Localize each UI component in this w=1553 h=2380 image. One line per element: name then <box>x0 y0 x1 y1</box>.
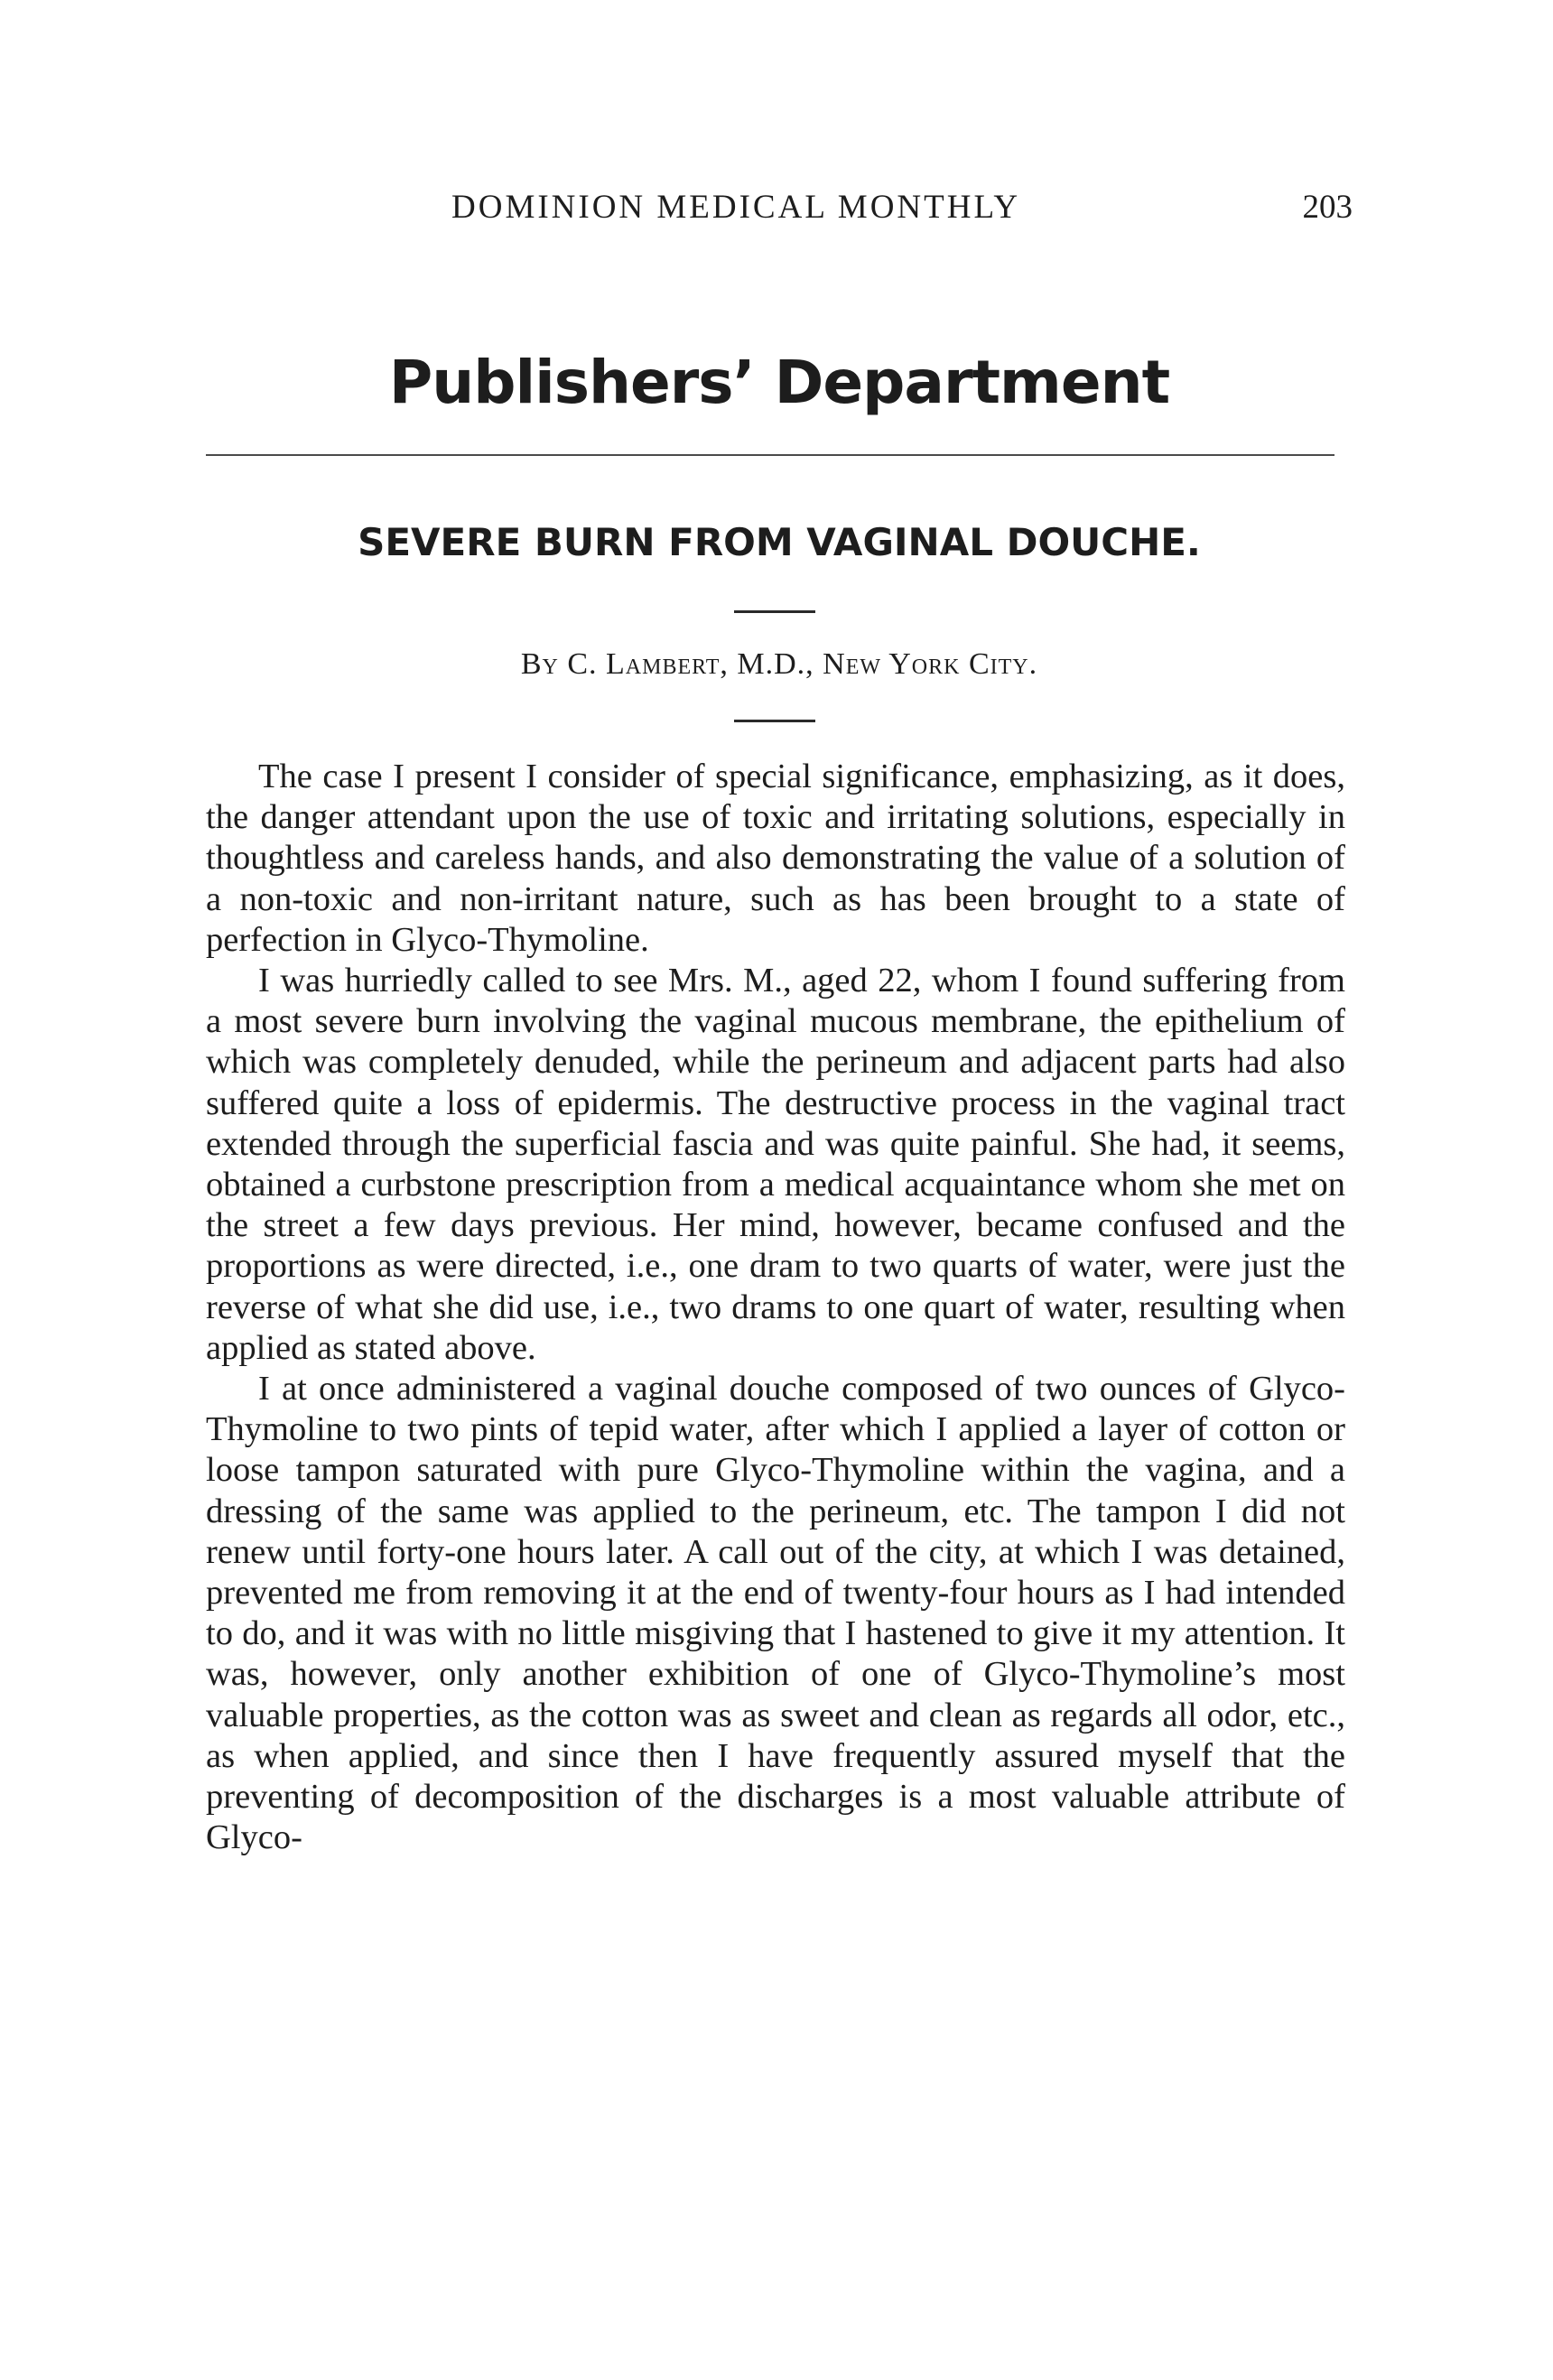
running-header <box>206 188 1353 233</box>
title-divider <box>734 610 815 613</box>
article-body <box>206 757 1345 1858</box>
section-title: Publishers’ Department <box>388 348 1170 417</box>
paragraph-1: The case I present I consider of special significance, emphasizing, as it does, the danger attendant upon the use of toxic and irritating solutions, especially in thoughtless and careless hands, and also demonstrating the value of a solution of a non-toxic and non-irritant nature, such as has been brought to a state of perfection in Glyco-Thymoline. <box>206 758 1345 959</box>
article-title: SEVERE BURN FROM VAGINAL DOUCHE. <box>358 520 1201 564</box>
section-divider <box>206 454 1334 456</box>
byline-divider <box>734 720 815 722</box>
article-byline: By C. Lambert, M.D., New York City. <box>520 647 1038 681</box>
journal-title: DOMINION MEDICAL MONTHLY <box>451 189 1021 226</box>
paragraph-3: I at once administered a vaginal douche composed of two ounces of Glyco-Thymoline to two pints of tepid water, after which I applied a layer of cotton or loose tampon saturated with pure Glyco-Thymoline within the vagina, and a dressing of the same was applied to the perineum, etc. The tampon I did not renew until forty-one hours later. A call out of the city, at which I was detained, prevented me from removing it at the end of twenty-four hours as I had intended to do, and it was with no little misgiving that I hastened to give it my attention. It was, however, only another exhibition of one of Glyco-Thymoline’s most valuable properties, as the cotton was as sweet and clean as regards all odor, etc., as when applied, and since then I have frequently assured myself that the preventing of decomposition of the discharges is a most valuable attribute of Glyco- <box>206 1370 1345 1857</box>
paragraph-2: I was hurriedly called to see Mrs. M., aged 22, whom I found suffering from a most severe burn involving the vaginal mucous membrane, the epithelium of which was completely denuded, while the perineum and adjacent parts had also suffered quite a loss of epidermis. The destructive process in the vaginal tract extended through the superficial fascia and was quite painful. She had, it seems, obtained a curbstone prescription from a medical acquaintance whom she met on the street a few days previous. Her mind, however, became confused and the proportions as were directed, i.e., one dram to two quarts of water, were just the reverse of what she did use, i.e., two drams to one quart of water, resulting when applied as stated above. <box>206 962 1345 1367</box>
page-number: 203 <box>1302 189 1353 226</box>
